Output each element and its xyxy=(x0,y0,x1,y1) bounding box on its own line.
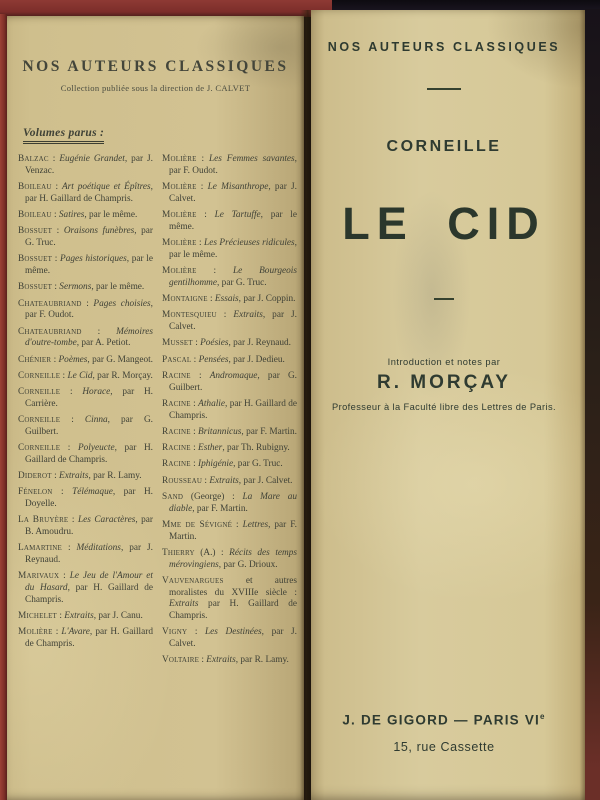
catalog-entry: Racine : Iphigénie, par G. Truc. xyxy=(162,459,283,470)
volumes-parus-heading: Volumes parus : xyxy=(23,123,304,144)
catalog-entry: Molière : Le Misanthrope, par J. Calvet. xyxy=(162,182,297,204)
catalog-entry: Michelet : Extraits, par J. Canu. xyxy=(18,611,143,622)
publisher-line: J. DE GIGORD — PARIS VIe xyxy=(342,712,546,728)
catalog-entry: Mme de Sévigné : Lettres, par F. Martin. xyxy=(162,520,298,542)
catalog-entry: Chateaubriand : Mémoires d'outre-tombe, par A. Petiot. xyxy=(18,326,153,349)
catalog-entry: Thierry (A.) : Récits des temps mérovingiens, par G. Drioux. xyxy=(162,548,298,570)
series-subtitle: Collection publiée sous la direction de J. CALVET xyxy=(60,83,251,93)
catalog-page xyxy=(7,16,304,800)
cover-edge-left xyxy=(0,14,7,800)
catalog-entry: Molière : L'Avare, par H. Gaillard de Champris. xyxy=(18,627,154,650)
series-title: NOS AUTEURS CLASSIQUES xyxy=(22,58,289,75)
catalog-entry: Musset : Poésies, par J. Reynaud. xyxy=(162,338,291,349)
intro-note: Introduction et notes par xyxy=(387,357,501,367)
book-author: CORNEILLE xyxy=(386,138,502,155)
catalog-entry: Diderot : Extraits, par R. Lamy. xyxy=(18,471,142,482)
editor-name: R. MORÇAY xyxy=(377,372,511,393)
catalog-entry: Montesquieu : Extraits, par J. Calvet. xyxy=(162,310,297,332)
catalog-entry: Boileau : Art poétique et Épîtres, par H. Gaillard de Champris. xyxy=(18,182,153,204)
catalog-entry: Racine : Esther, par Th. Rubigny. xyxy=(162,443,290,454)
catalog-entry: Molière : Les Femmes savantes, par F. Oudot. xyxy=(162,154,297,176)
divider-rule xyxy=(427,88,461,90)
book-title: LE CID xyxy=(342,198,546,249)
editor-title: Professeur à la Faculté libre des Lettres de Paris. xyxy=(332,402,556,412)
catalog-column-right xyxy=(162,154,297,672)
catalog-entry: Fénelon : Télémaque, par H. Doyelle. xyxy=(18,487,153,510)
catalog-entry: Bossuet : Pages historiques, par le même. xyxy=(18,254,154,276)
catalog-entry: Corneille : Polyeucte, par H. Gaillard de Champris. xyxy=(18,443,153,465)
title-page xyxy=(311,10,585,800)
catalog-columns xyxy=(7,154,304,672)
catalog-entry: Pascal : Pensées, par J. Dedieu. xyxy=(162,354,285,365)
catalog-entry: Balzac : Eugénie Grandet, par J. Venzac. xyxy=(18,154,153,176)
series-title: NOS AUTEURS CLASSIQUES xyxy=(327,40,561,54)
catalog-entry: Molière : Le Bourgeois gentilhomme, par G. Truc. xyxy=(162,266,297,288)
catalog-entry: Racine : Britannicus, par F. Martin. xyxy=(162,426,297,437)
catalog-entry: Chénier : Poèmes, par G. Mangeot. xyxy=(18,354,153,365)
catalog-column-left xyxy=(18,154,153,672)
catalog-entry: Lamartine : Méditations, par J. Reynaud. xyxy=(18,543,153,566)
catalog-entry: Sand (George) : La Mare au diable, par F. Martin. xyxy=(162,492,297,514)
catalog-entry: Boileau : Satires, par le même. xyxy=(18,210,138,220)
catalog-entry: Bossuet : Oraisons funèbres, par G. Truc. xyxy=(18,226,154,248)
catalog-entry: Bossuet : Sermons, par le même. xyxy=(18,282,145,293)
catalog-entry: Racine : Andromaque, par G. Guilbert. xyxy=(162,370,297,393)
catalog-entry: Vigny : Les Destinées, par J. Calvet. xyxy=(162,627,297,650)
catalog-entry: Racine : Athalie, par H. Gaillard de Champris. xyxy=(162,398,298,421)
catalog-entry: Molière : Le Tartuffe, par le même. xyxy=(162,210,297,232)
publisher-address: 15, rue Cassette xyxy=(393,740,495,754)
cover-edge-right xyxy=(585,9,600,800)
catalog-entry: La Bruyère : Les Caractères, par B. Amoudru. xyxy=(18,515,153,538)
catalog-entry: Chateaubriand : Pages choisies, par F. Oudot. xyxy=(18,298,153,321)
divider-dash xyxy=(434,298,454,300)
catalog-entry: Vauvenargues et autres moralistes du XVIIIe siècle : Extraits par H. Gaillard de Champris. xyxy=(162,576,297,622)
catalog-entry: Molière : Les Précieuses ridicules, par le même. xyxy=(162,238,297,260)
catalog-entry: Corneille : Le Cid, par R. Morçay. xyxy=(18,370,153,381)
catalog-entry: Voltaire : Extraits, par R. Lamy. xyxy=(162,655,289,666)
catalog-entry: Rousseau : Extraits, par J. Calvet. xyxy=(162,475,293,486)
catalog-entry: Marivaux : Le Jeu de l'Amour et du Hasard, par H. Gaillard de Champris. xyxy=(18,571,154,605)
catalog-entry: Corneille : Horace, par H. Carrière. xyxy=(18,387,153,409)
cover-edge-top-left xyxy=(0,0,332,17)
catalog-entry: Corneille : Cinna, par G. Guilbert. xyxy=(18,415,153,437)
catalog-entry: Montaigne : Essais, par J. Coppin. xyxy=(162,294,296,304)
